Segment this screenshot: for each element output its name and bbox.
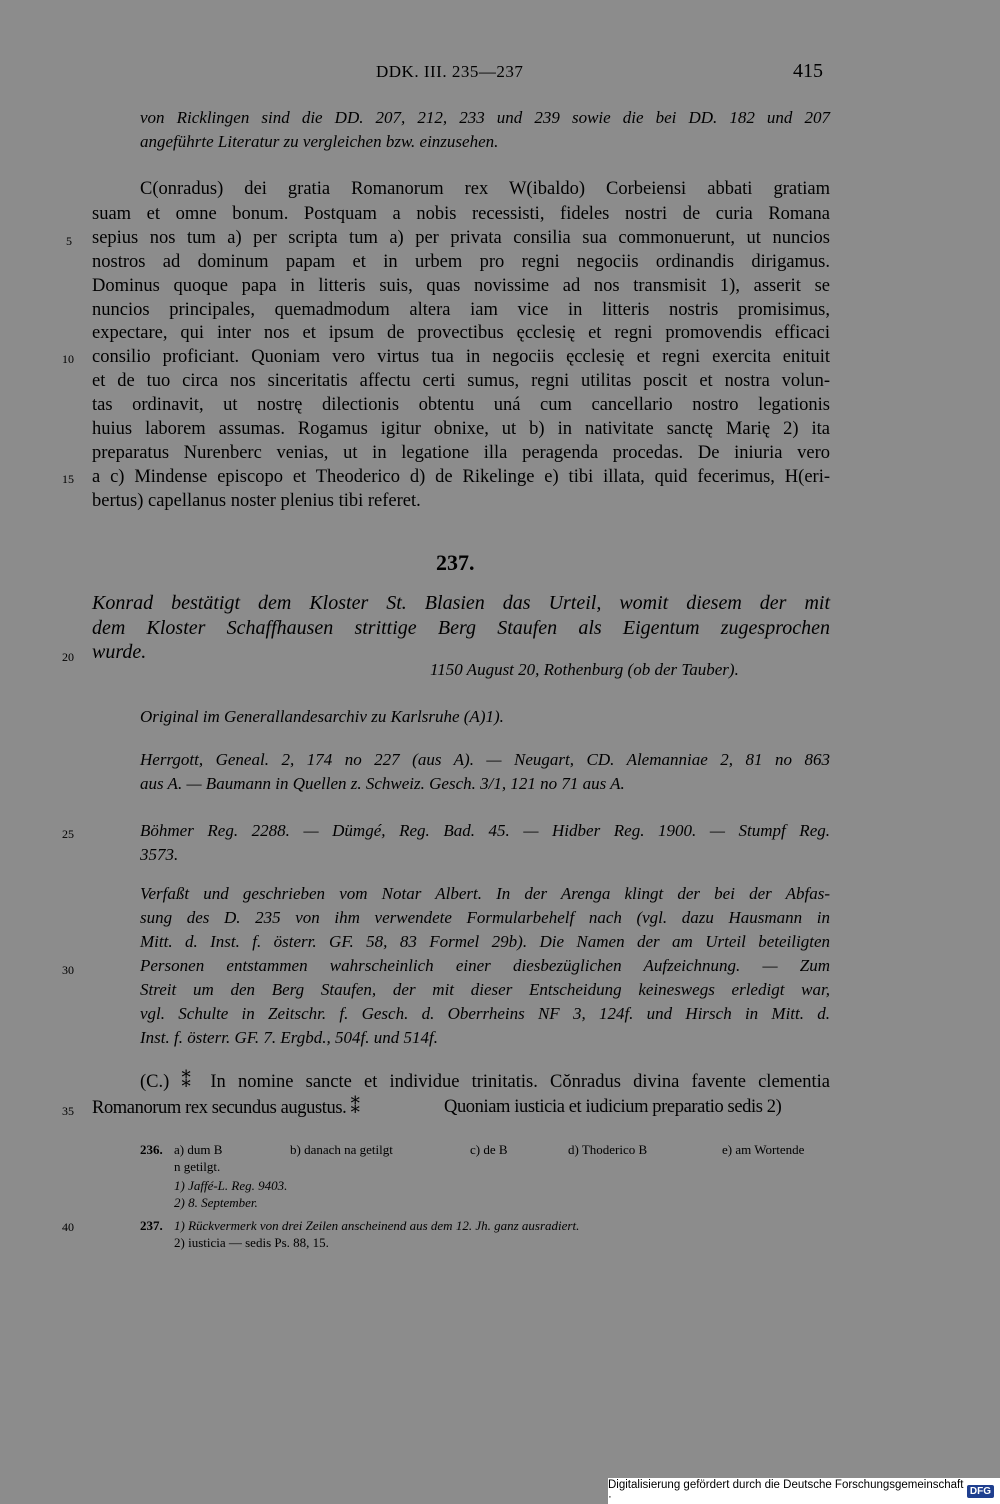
text-line: Dominus quoque papa in litteris suis, quas novissime ad nos transmisit 1), asserit se (92, 276, 830, 296)
text-line: suam et omne bonum. Postquam a nobis recessisti, fideles nostri de curia Romana (92, 204, 830, 224)
dfg-logo-icon: DFG (967, 1485, 994, 1498)
date-place: 1150 August 20, Rothenburg (ob der Tauber). (430, 660, 739, 679)
text-line: expectare, qui inter nos et ipsum de provectibus ęcclesię et regni promovendis efficaci (92, 323, 830, 343)
line-number: 30 (62, 963, 74, 977)
text-line: preparatus Nurenberc venias, ut in legatione illa peragenda procedas. De iniuria vero (92, 443, 830, 463)
intro-note-line: angeführte Literatur zu vergleichen bzw. einzusehen. (140, 132, 499, 151)
funding-text: Digitalisierung gefördert durch die Deutsche Forschungsgemeinschaft · (608, 1479, 964, 1503)
intro-note-line: von Ricklingen sind die DD. 207, 212, 233 und 239 sowie die bei DD. 182 und 207 (140, 108, 830, 127)
footnote-note: 2) iusticia — sedis Ps. 88, 15. (174, 1235, 329, 1250)
commentary-line: sung des D. 235 von ihm verwendete Formularbehelf nach (vgl. dazu Hausmann in (140, 908, 830, 927)
line-number: 15 (62, 472, 74, 486)
text-line: a c) Mindense episcopo et Theoderico d) de Rikelinge e) tibi illata, quid fecerimus, H(eri- (92, 467, 830, 487)
text-line: et de tuo circa nos sinceritatis affectu certi sumus, regni utilitas poscit et nostra volun- (92, 371, 830, 391)
regest-line: wurde. (92, 641, 147, 663)
footnote-note: 2) 8. September. (174, 1195, 258, 1210)
text-line: C(onradus) dei gratia Romanorum rex W(ibaldo) Corbeiensi abbati gratiam (140, 179, 830, 199)
commentary-line: vgl. Schulte in Zeitschr. f. Gesch. d. Oberrheins NF 3, 124f. und Hirsch in Mitt. d. (140, 1004, 830, 1023)
commentary-line: Personen entstammen wahrscheinlich einer diesbezüglichen Aufzeichnung. — Zum (140, 956, 830, 975)
document-number: 237. (436, 550, 475, 575)
footnote-variant: c) de B (470, 1142, 508, 1157)
regesta-line: Böhmer Reg. 2288. — Dümgé, Reg. Bad. 45. — Hidber Reg. 1900. — Stumpf Reg. (140, 821, 830, 840)
running-title: DDK. III. 235—237 (376, 62, 524, 81)
regest-line: dem Kloster Schaffhausen strittige Berg Staufen als Eigentum zugesprochen (92, 617, 830, 639)
footnote-variant: n getilgt. (174, 1159, 221, 1174)
funding-note (608, 1478, 1000, 1504)
line-number: 25 (62, 827, 74, 841)
commentary-line: Streit um den Berg Staufen, der mit dieser Entscheidung keineswegs erledigt war, (140, 980, 830, 999)
regesta-line: 3573. (140, 845, 179, 864)
footnote-variant: b) danach na getilgt (290, 1142, 393, 1157)
regest-line: Konrad bestätigt dem Kloster St. Blasien das Urteil, womit diesem der mit (92, 592, 830, 614)
commentary-line: Mitt. d. Inst. f. österr. GF. 58, 83 Formel 29b). Die Namen der am Urteil beteiligten (140, 932, 830, 951)
footnote-note: 1) Rückvermerk von drei Zeilen anscheinend aus dem 12. Jh. ganz ausradiert. (174, 1218, 580, 1233)
editions-line: Herrgott, Geneal. 2, 174 no 227 (aus A). — Neugart, CD. Alemanniae 2, 81 no 863 (140, 750, 830, 769)
text-line: tas ordinavit, ut nostrę dilectionis obtentu uná cum cancellario nostro legationis (92, 395, 830, 415)
line-number: 35 (62, 1104, 74, 1118)
footnote-variant: d) Thoderico B (568, 1142, 648, 1157)
text-line: sepius nos tum a) per scripta tum a) per privata consilia sua commonuerunt, ut nuncios (92, 228, 830, 248)
text-line: nuncios principales, quemadmodum altera iam vice in litteris nostris promisimus, (92, 300, 830, 320)
text-line: consilio proficiant. Quoniam vero virtus tua in negociis ęcclesię et regni exercita enituit (92, 347, 830, 367)
text-line: nostros ad dominum papam et in urbem pro regni negociis ordinandis dirigamus. (92, 252, 830, 272)
editions-line: aus A. — Baumann in Quellen z. Schweiz. Gesch. 3/1, 121 no 71 aus A. (140, 774, 625, 793)
text-line: huius laborem assumas. Rogamus igitur obnixe, ut b) in nativitate sanctę Marię 2) ita (92, 419, 830, 439)
footnote-variant: a) dum B (174, 1142, 223, 1157)
commentary-line: Verfaßt und geschrieben vom Notar Albert. In der Arenga klingt der bei der Abfas- (140, 884, 830, 903)
text-line: Quoniam iusticia et iudicium preparatio sedis 2) (444, 1097, 782, 1117)
commentary-line: Inst. f. österr. GF. 7. Ergbd., 504f. und 514f. (140, 1028, 438, 1047)
line-number: 10 (62, 352, 74, 366)
page-number: 415 (793, 60, 823, 82)
text-line: bertus) capellanus noster plenius tibi referet. (92, 491, 421, 511)
text-line: Romanorum rex secundus augustus. ⁑ (92, 1098, 360, 1118)
line-number: 5 (66, 234, 72, 248)
line-number: 20 (62, 650, 74, 664)
tradition: Original im Generallandesarchiv zu Karlsruhe (A)1). (140, 707, 504, 726)
footnote-label: 236. (140, 1142, 163, 1157)
footnote-note: 1) Jaffé-L. Reg. 9403. (174, 1178, 288, 1193)
text-line: (C.) ⁑ In nomine sancte et individue trinitatis. Cŏnradus divina favente clementia (140, 1072, 830, 1092)
footnote-label: 237. (140, 1218, 163, 1233)
line-number: 40 (62, 1220, 74, 1234)
footnote-variant: e) am Wortende (722, 1142, 805, 1157)
